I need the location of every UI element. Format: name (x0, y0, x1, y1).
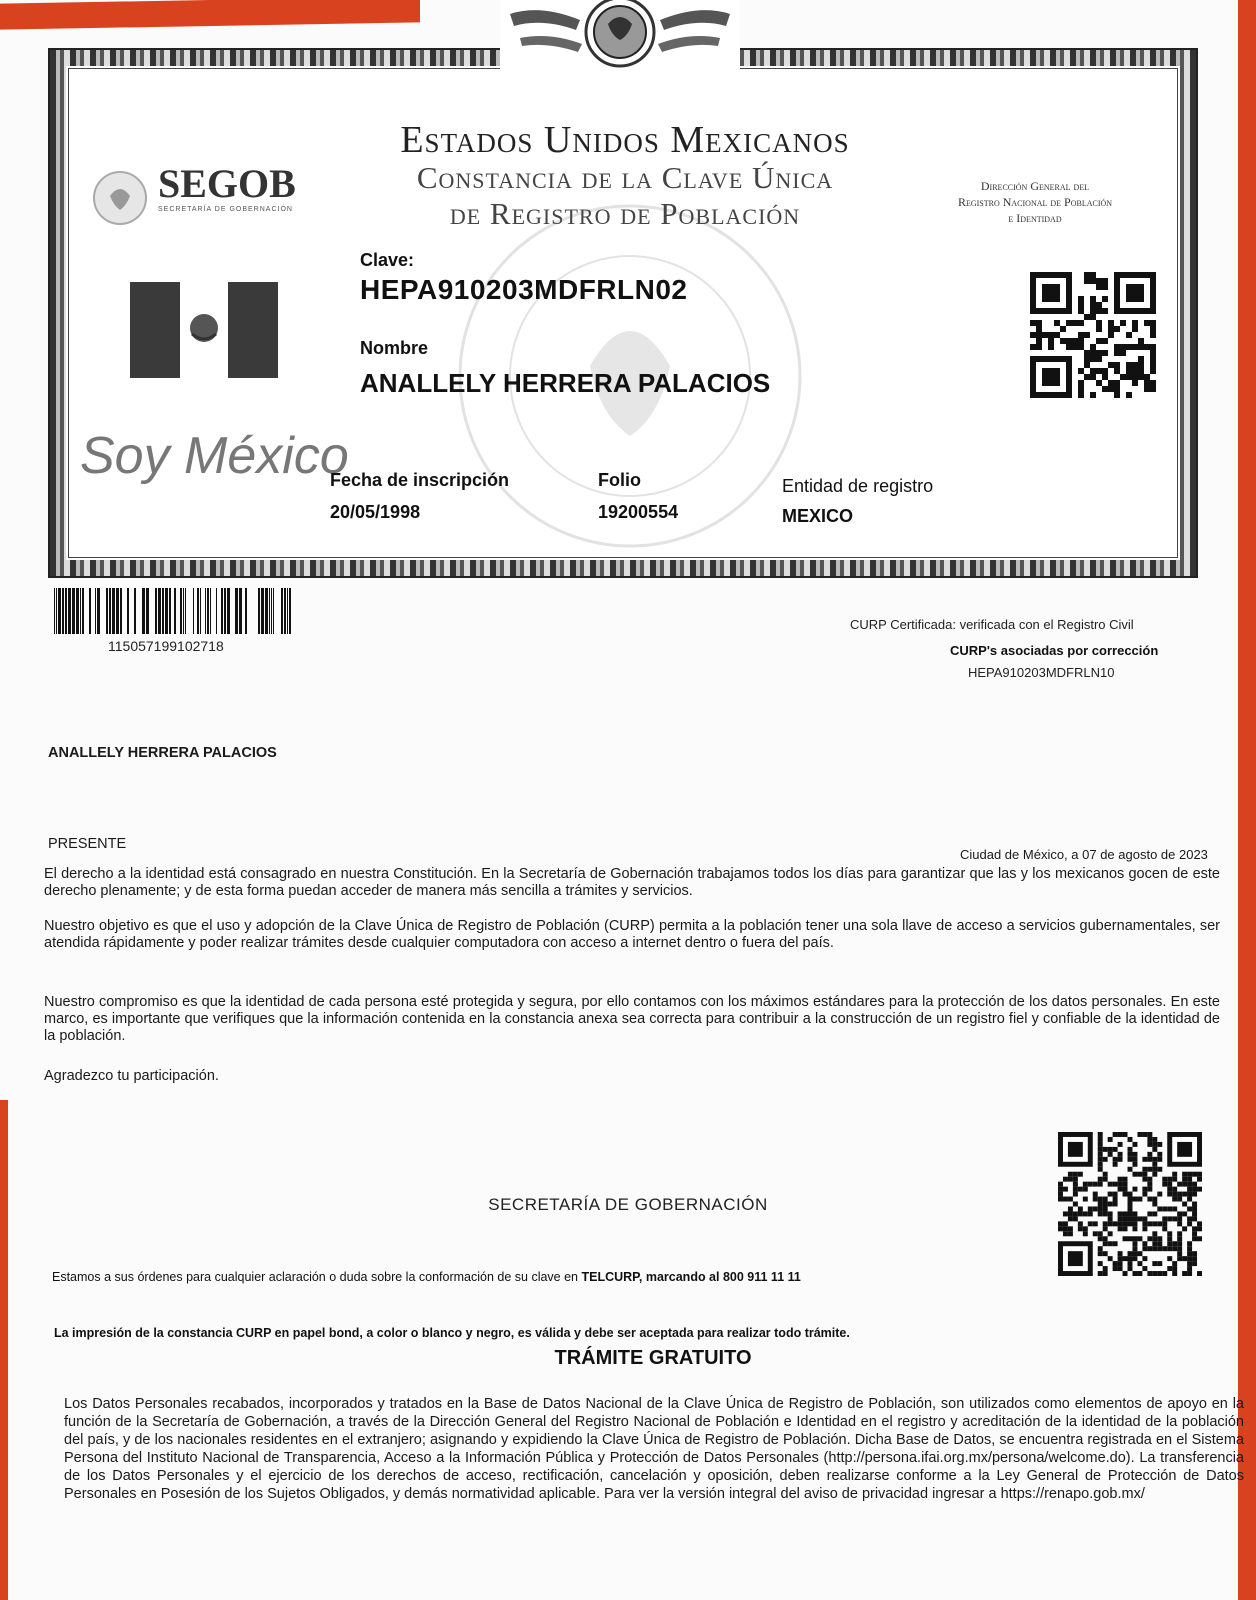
segob-subtext: SECRETARÍA DE GOBERNACIÓN (158, 206, 293, 213)
subtitle-line-1: Constancia de la Clave Única (416, 160, 834, 195)
letter-paragraph-1: El derecho a la identidad está consagrado en nuestra Constitución. En la Secretaría de Gobernación trabajamos todos los días para garantizar que las y los mexicanos gocen de este derecho plenamente; y de esta forma puedan acceder de manera más sencilla a trámites y servicios. (44, 866, 1220, 899)
mexican-flag-icon (130, 282, 278, 378)
background-edge (0, 0, 420, 30)
signature-secretaria: SECRETARÍA DE GOBERNACIÓN (488, 1195, 768, 1214)
telcurp-text: Estamos a sus órdenes para cualquier aclaración o duda sobre la conformación de su clave en (52, 1270, 582, 1284)
nombre-value: ANALLELY HERRERA PALACIOS (360, 368, 771, 398)
country-title: Estados Unidos Mexicanos (400, 119, 850, 161)
barcode-number: 115057199102718 (108, 638, 224, 654)
entidad-value: MEXICO (782, 506, 854, 526)
clave-label: Clave: (360, 250, 415, 270)
letter-paragraph-2: Nuestro objetivo es que el uso y adopción de la Clave Única de Registro de Población (CURP) permita a la población tener una sola llave de acceso a servicios gubernamentales, ser atendida rápidamente y poder realizar trámites desde cualquier computadora con acceso a internet dentro o fuera del país. (44, 918, 1220, 951)
letter-date: Ciudad de México, a 07 de agosto de 2023 (960, 847, 1208, 862)
letter-paragraph-3: Nuestro compromiso es que la identidad de cada persona esté protegida y segura, por ello contamos con los máximos estándares para la protección de los datos personales. En este marco, es importante que verifiques que la información contenida en la constancia anexa sea correcta para contribuir a la construcción de un registro fiel y confiable de la identidad de la población. (44, 994, 1220, 1044)
clave-value: HEPA910203MDFRLN02 (360, 274, 688, 305)
subtitle-line-2: de Registro de Población (449, 196, 801, 231)
fecha-label: Fecha de inscripción (330, 470, 510, 490)
national-emblem-icon (500, 0, 740, 70)
dg-line-1: Dirección General del (980, 179, 1090, 193)
folio-value: 19200554 (598, 502, 679, 522)
letter-recipient: ANALLELY HERRERA PALACIOS (48, 745, 277, 761)
segob-logo-text: SEGOB (158, 161, 296, 206)
qr-code-icon (1030, 272, 1156, 398)
telcurp-number: TELCURP, marcando al 800 911 11 11 (581, 1270, 801, 1284)
direccion-general (900, 178, 1170, 226)
dg-line-3: e Identidad (1008, 211, 1062, 225)
privacy-legal-text: Los Datos Personales recabados, incorporados y tratados en la Base de Datos Nacional de la Clave Única de Registro de Población, son utilizados como elementos de apoyo en la función de la Secretaría de Gobernación, a través de la Dirección General del Registro Nacional de Población e Identidad en el registro y acreditación de la identidad de la población del país, y de los nacionales residentes en el extranjero; asignando y expidiendo la Clave Única de Registro de Población. Dicha Base de Datos, se encuentra registrada en el Sistema Persona del Instituto Nacional de Transparencia, Acceso a la Información Pública y Protección de Datos Personales (http://persona.ifai.org.mx/persona/welcome.do). La transferencia de los Datos Personales y el ejercicio de los derechos de acceso, rectificación, cancelación y oposición, deben realizarse conforme a la Ley General de Protección de Datos Personales en Posesión de los Sujetos Obligados, y demás normatividad aplicable. Para ver la versión integral del aviso de privacidad ingresar a https://renapo.gob.mx/ (64, 1396, 1244, 1502)
telcurp-note (52, 1270, 801, 1284)
entidad-label: Entidad de registro (782, 476, 934, 496)
curp-certified-note: CURP Certificada: verificada con el Registro Civil (850, 617, 1134, 632)
letter-presente: PRESENTE (48, 836, 127, 852)
letter-thanks: Agradezco tu participación. (44, 1068, 219, 1084)
curp-associated-label: CURP's asociadas por corrección (950, 643, 1159, 658)
curp-associated-value: HEPA910203MDFRLN10 (968, 665, 1115, 680)
nombre-label: Nombre (360, 338, 429, 358)
dg-line-2: Registro Nacional de Población (957, 195, 1113, 209)
fecha-value: 20/05/1998 (330, 502, 421, 522)
impresion-note: La impresión de la constancia CURP en papel bond, a color o blanco y negro, es válida y debe ser aceptada para realizar todo trámite. (54, 1326, 850, 1340)
barcode-icon (54, 588, 294, 634)
segob-seal-icon (92, 170, 148, 226)
tramite-gratuito: TRÁMITE GRATUITO (554, 1347, 752, 1369)
folio-label: Folio (598, 470, 641, 490)
soy-mexico-slogan: Soy México (80, 427, 349, 485)
document-subtitle (300, 160, 950, 232)
